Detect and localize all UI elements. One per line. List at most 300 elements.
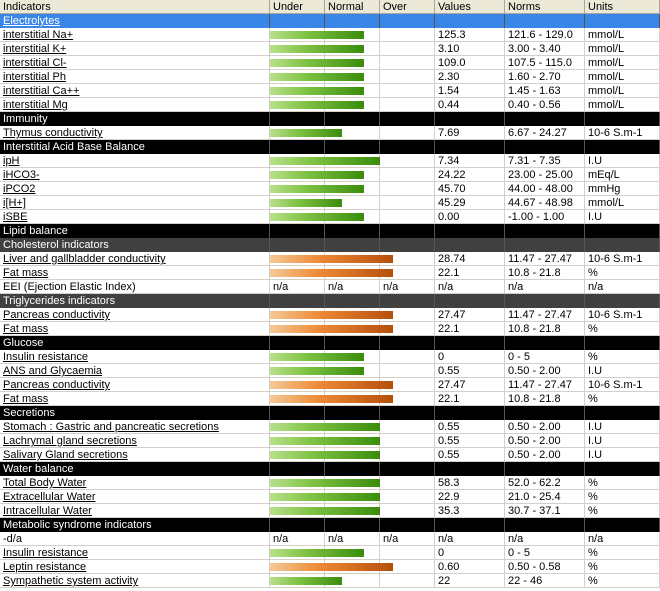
level-bar [270, 451, 380, 459]
over-cell [380, 434, 435, 448]
level-bar [270, 129, 342, 137]
section-cell [325, 336, 380, 350]
value-cell: 35.3 [435, 504, 505, 518]
level-bar [270, 437, 380, 445]
norm-cell: 11.47 - 27.47 [505, 378, 585, 392]
value-cell: 0 [435, 546, 505, 560]
section-cell [325, 14, 380, 28]
level-bar [270, 353, 364, 361]
unit-cell: I.U [585, 448, 660, 462]
section-cell [435, 406, 505, 420]
under-cell: n/a [270, 280, 325, 294]
value-cell: n/a [435, 280, 505, 294]
col-header-units[interactable]: Units [585, 0, 660, 14]
col-header-indicators[interactable]: Indicators [0, 0, 270, 14]
norm-cell: 0.50 - 2.00 [505, 364, 585, 378]
value-cell: 28.74 [435, 252, 505, 266]
section-cell [270, 406, 325, 420]
level-bar [270, 381, 393, 389]
level-bar [270, 549, 364, 557]
section-cell [380, 224, 435, 238]
section-cell [380, 406, 435, 420]
unit-cell: % [585, 504, 660, 518]
table-row[interactable] [0, 574, 660, 588]
level-bar [270, 325, 393, 333]
section-label: Cholesterol indicators [0, 238, 270, 252]
unit-cell: % [585, 392, 660, 406]
section-label: Water balance [0, 462, 270, 476]
indicator-name[interactable]: i[H+] [0, 196, 270, 210]
norm-cell: 10.8 - 21.8 [505, 266, 585, 280]
value-cell: 0.60 [435, 560, 505, 574]
table-row[interactable] [0, 504, 660, 518]
unit-cell: I.U [585, 210, 660, 224]
value-cell: 58.3 [435, 476, 505, 490]
section-cell [435, 140, 505, 154]
indicator-name[interactable]: Insulin resistance [0, 350, 270, 364]
table-row[interactable] [0, 42, 660, 56]
table-row[interactable] [0, 350, 660, 364]
indicator-name[interactable]: interstitial Cl- [0, 56, 270, 70]
over-cell [380, 196, 435, 210]
col-header-values[interactable]: Values [435, 0, 505, 14]
level-bar [270, 423, 380, 431]
unit-cell: n/a [585, 532, 660, 546]
section-cell [505, 336, 585, 350]
level-bar [270, 199, 342, 207]
normal-cell: n/a [325, 280, 380, 294]
unit-cell: I.U [585, 364, 660, 378]
unit-cell: mmol/L [585, 28, 660, 42]
value-cell: 2.30 [435, 70, 505, 84]
value-cell: 7.34 [435, 154, 505, 168]
col-header-over[interactable]: Over [380, 0, 435, 14]
table-row[interactable] [0, 434, 660, 448]
section-cell [325, 462, 380, 476]
norm-cell: 0.50 - 2.00 [505, 434, 585, 448]
indicator-name[interactable]: interstitial Ph [0, 70, 270, 84]
unit-cell: mEq/L [585, 168, 660, 182]
section-cell [325, 518, 380, 532]
section-cell [435, 294, 505, 308]
level-bar [270, 507, 380, 515]
section-row[interactable] [0, 518, 660, 532]
indicator-name[interactable]: ipH [0, 154, 270, 168]
unit-cell: 10-6 S.m-1 [585, 126, 660, 140]
table-row[interactable] [0, 28, 660, 42]
section-cell [380, 462, 435, 476]
value-cell: 0.55 [435, 420, 505, 434]
unit-cell: % [585, 560, 660, 574]
table-row[interactable] [0, 266, 660, 280]
over-cell [380, 546, 435, 560]
section-cell [585, 224, 660, 238]
section-cell [270, 14, 325, 28]
norm-cell: 1.60 - 2.70 [505, 70, 585, 84]
section-cell [585, 336, 660, 350]
unit-cell: % [585, 574, 660, 588]
norm-cell: 44.67 - 48.98 [505, 196, 585, 210]
norm-cell: 0 - 5 [505, 546, 585, 560]
table-row[interactable] [0, 182, 660, 196]
table-row[interactable] [0, 126, 660, 140]
section-cell [505, 140, 585, 154]
section-row[interactable] [0, 336, 660, 350]
indicator-name[interactable]: Pancreas conductivity [0, 378, 270, 392]
section-cell [435, 14, 505, 28]
level-bar [270, 171, 364, 179]
section-cell [435, 518, 505, 532]
indicator-name[interactable]: iPCO2 [0, 182, 270, 196]
section-cell [435, 238, 505, 252]
over-cell [380, 28, 435, 42]
value-cell: 45.29 [435, 196, 505, 210]
section-cell [325, 112, 380, 126]
unit-cell: 10-6 S.m-1 [585, 308, 660, 322]
norm-cell: 52.0 - 62.2 [505, 476, 585, 490]
norm-cell: 0.40 - 0.56 [505, 98, 585, 112]
indicator-name[interactable]: interstitial K+ [0, 42, 270, 56]
section-cell [270, 518, 325, 532]
section-cell [270, 294, 325, 308]
section-cell [435, 462, 505, 476]
over-cell [380, 56, 435, 70]
section-cell [270, 462, 325, 476]
section-cell [270, 140, 325, 154]
value-cell: 22.1 [435, 392, 505, 406]
indicator-name[interactable]: ANS and Glycaemia [0, 364, 270, 378]
norm-cell: 23.00 - 25.00 [505, 168, 585, 182]
col-header-normal[interactable]: Normal [325, 0, 380, 14]
col-header-under[interactable]: Under [270, 0, 325, 14]
value-cell: 109.0 [435, 56, 505, 70]
indicator-name[interactable]: Fat mass [0, 392, 270, 406]
over-cell [380, 84, 435, 98]
over-cell [380, 126, 435, 140]
over-cell [380, 448, 435, 462]
unit-cell: % [585, 546, 660, 560]
over-cell [380, 350, 435, 364]
section-label: Immunity [0, 112, 270, 126]
indicator-name[interactable]: Extracellular Water [0, 490, 270, 504]
level-bar [270, 493, 380, 501]
table-row[interactable] [0, 168, 660, 182]
over-cell [380, 42, 435, 56]
section-cell [380, 14, 435, 28]
section-cell [585, 140, 660, 154]
indicator-name[interactable]: iSBE [0, 210, 270, 224]
norm-cell: 10.8 - 21.8 [505, 322, 585, 336]
table-row[interactable] [0, 252, 660, 266]
section-cell [270, 112, 325, 126]
norm-cell: 107.5 - 115.0 [505, 56, 585, 70]
table-row[interactable] [0, 322, 660, 336]
over-cell [380, 364, 435, 378]
level-bar [270, 269, 393, 277]
norm-cell: 0.50 - 2.00 [505, 420, 585, 434]
level-bar [270, 479, 380, 487]
over-cell [380, 70, 435, 84]
level-bar [270, 563, 393, 571]
indicator-name[interactable]: Intracellular Water [0, 504, 270, 518]
value-cell: 3.10 [435, 42, 505, 56]
value-cell: 0.55 [435, 434, 505, 448]
norm-cell: 30.7 - 37.1 [505, 504, 585, 518]
level-bar [270, 213, 364, 221]
table-row[interactable] [0, 490, 660, 504]
section-label: Secretions [0, 406, 270, 420]
level-bar [270, 73, 364, 81]
unit-cell: % [585, 322, 660, 336]
level-bar [270, 59, 364, 67]
unit-cell: % [585, 476, 660, 490]
value-cell: 27.47 [435, 308, 505, 322]
over-cell [380, 168, 435, 182]
indicator-name[interactable]: iHCO3- [0, 168, 270, 182]
over-cell [380, 182, 435, 196]
section-label: Interstitial Acid Base Balance [0, 140, 270, 154]
indicator-name[interactable]: Fat mass [0, 322, 270, 336]
unit-cell: mmol/L [585, 84, 660, 98]
table-row[interactable] [0, 560, 660, 574]
section-row[interactable] [0, 140, 660, 154]
indicator-name[interactable]: Insulin resistance [0, 546, 270, 560]
over-cell [380, 154, 435, 168]
over-cell [380, 98, 435, 112]
section-cell [325, 140, 380, 154]
section-label: Glucose [0, 336, 270, 350]
over-cell [380, 504, 435, 518]
section-cell [505, 112, 585, 126]
value-cell: 0.55 [435, 364, 505, 378]
section-cell [505, 462, 585, 476]
grid-header [0, 0, 660, 14]
norm-cell: 44.00 - 48.00 [505, 182, 585, 196]
unit-cell: 10-6 S.m-1 [585, 378, 660, 392]
norm-cell: 11.47 - 27.47 [505, 308, 585, 322]
section-cell [325, 406, 380, 420]
table-row[interactable] [0, 154, 660, 168]
indicator-name[interactable]: interstitial Na+ [0, 28, 270, 42]
unit-cell: mmol/L [585, 70, 660, 84]
value-cell: 0 [435, 350, 505, 364]
section-cell [435, 224, 505, 238]
section-cell [380, 294, 435, 308]
section-cell [380, 336, 435, 350]
level-bar [270, 367, 364, 375]
section-cell [270, 224, 325, 238]
section-cell [505, 406, 585, 420]
value-cell: 45.70 [435, 182, 505, 196]
over-cell [380, 420, 435, 434]
indicator-name[interactable]: Leptin resistance [0, 560, 270, 574]
table-row[interactable] [0, 546, 660, 560]
section-cell [505, 294, 585, 308]
over-cell [380, 490, 435, 504]
norm-cell: -1.00 - 1.00 [505, 210, 585, 224]
over-cell: n/a [380, 280, 435, 294]
indicator-name[interactable]: Sympathetic system activity [0, 574, 270, 588]
norm-cell: 10.8 - 21.8 [505, 392, 585, 406]
over-cell: n/a [380, 532, 435, 546]
section-label: Lipid balance [0, 224, 270, 238]
indicator-name[interactable]: interstitial Mg [0, 98, 270, 112]
section-row[interactable] [0, 406, 660, 420]
unit-cell: % [585, 490, 660, 504]
table-row[interactable] [0, 448, 660, 462]
section-row[interactable] [0, 14, 660, 28]
table-row[interactable] [0, 280, 660, 294]
section-cell [585, 14, 660, 28]
level-bar [270, 311, 393, 319]
table-row[interactable] [0, 476, 660, 490]
unit-cell: mmol/L [585, 42, 660, 56]
unit-cell: mmol/L [585, 196, 660, 210]
section-label: Triglycerides indicators [0, 294, 270, 308]
indicator-name: EEI (Ejection Elastic Index) [0, 280, 270, 294]
level-bar [270, 45, 364, 53]
level-bar [270, 87, 364, 95]
section-cell [380, 238, 435, 252]
section-cell [380, 518, 435, 532]
section-row[interactable] [0, 238, 660, 252]
section-cell [435, 336, 505, 350]
indicator-name[interactable]: Salivary Gland secretions [0, 448, 270, 462]
norm-cell: 0.50 - 0.58 [505, 560, 585, 574]
level-bar [270, 577, 342, 585]
indicator-name[interactable]: Lachrymal gland secretions [0, 434, 270, 448]
unit-cell: I.U [585, 420, 660, 434]
indicator-name: -d/a [0, 532, 270, 546]
table-row[interactable] [0, 84, 660, 98]
level-bar [270, 395, 393, 403]
unit-cell: mmol/L [585, 56, 660, 70]
section-cell [325, 238, 380, 252]
value-cell: 22.1 [435, 322, 505, 336]
value-cell: 0.55 [435, 448, 505, 462]
table-row[interactable] [0, 196, 660, 210]
section-cell [435, 112, 505, 126]
over-cell [380, 574, 435, 588]
section-cell [380, 140, 435, 154]
value-cell: 24.22 [435, 168, 505, 182]
norm-cell: 22 - 46 [505, 574, 585, 588]
col-header-norms[interactable]: Norms [505, 0, 585, 14]
table-row[interactable] [0, 70, 660, 84]
value-cell: 22.9 [435, 490, 505, 504]
indicator-name[interactable]: Fat mass [0, 266, 270, 280]
unit-cell: I.U [585, 154, 660, 168]
section-row[interactable] [0, 224, 660, 238]
level-bar [270, 31, 364, 39]
table-row[interactable] [0, 210, 660, 224]
unit-cell: % [585, 266, 660, 280]
norm-cell: 0 - 5 [505, 350, 585, 364]
over-cell [380, 210, 435, 224]
section-cell [585, 294, 660, 308]
level-bar [270, 185, 364, 193]
indicator-name[interactable]: Thymus conductivity [0, 126, 270, 140]
unit-cell: mmol/L [585, 98, 660, 112]
indicator-name[interactable]: Stomach : Gastric and pancreatic secretions [0, 420, 270, 434]
norm-cell: 1.45 - 1.63 [505, 84, 585, 98]
norm-cell: 21.0 - 25.4 [505, 490, 585, 504]
section-cell [585, 406, 660, 420]
section-row[interactable] [0, 462, 660, 476]
value-cell: 7.69 [435, 126, 505, 140]
indicator-name[interactable]: interstitial Ca++ [0, 84, 270, 98]
section-cell [325, 294, 380, 308]
norm-cell: 7.31 - 7.35 [505, 154, 585, 168]
section-cell [270, 238, 325, 252]
value-cell: 22.1 [435, 266, 505, 280]
normal-cell: n/a [325, 532, 380, 546]
section-row[interactable] [0, 112, 660, 126]
section-cell [585, 462, 660, 476]
norm-cell: 6.67 - 24.27 [505, 126, 585, 140]
level-bar [270, 255, 393, 263]
indicator-name[interactable]: Pancreas conductivity [0, 308, 270, 322]
section-cell [505, 518, 585, 532]
under-cell: n/a [270, 532, 325, 546]
section-cell [585, 112, 660, 126]
section-cell [505, 14, 585, 28]
over-cell [380, 476, 435, 490]
table-row[interactable] [0, 532, 660, 546]
unit-cell: % [585, 350, 660, 364]
value-cell: n/a [435, 532, 505, 546]
section-cell [325, 224, 380, 238]
table-row[interactable] [0, 56, 660, 70]
unit-cell: n/a [585, 280, 660, 294]
section-cell [585, 518, 660, 532]
table-row[interactable] [0, 98, 660, 112]
unit-cell: 10-6 S.m-1 [585, 252, 660, 266]
section-cell [505, 224, 585, 238]
section-cell [505, 238, 585, 252]
value-cell: 1.54 [435, 84, 505, 98]
section-cell [380, 112, 435, 126]
norm-cell: 0.50 - 2.00 [505, 448, 585, 462]
table-row[interactable] [0, 392, 660, 406]
norm-cell: n/a [505, 280, 585, 294]
section-label: Electrolytes [0, 14, 270, 28]
level-bar [270, 157, 380, 165]
value-cell: 0.00 [435, 210, 505, 224]
value-cell: 27.47 [435, 378, 505, 392]
unit-cell: mmHg [585, 182, 660, 196]
norm-cell: 3.00 - 3.40 [505, 42, 585, 56]
indicator-name[interactable]: Total Body Water [0, 476, 270, 490]
norm-cell: 121.6 - 129.0 [505, 28, 585, 42]
indicator-name[interactable]: Liver and gallbladder conductivity [0, 252, 270, 266]
table-row[interactable] [0, 378, 660, 392]
value-cell: 0.44 [435, 98, 505, 112]
section-label: Metabolic syndrome indicators [0, 518, 270, 532]
value-cell: 22 [435, 574, 505, 588]
value-cell: 125.3 [435, 28, 505, 42]
unit-cell: I.U [585, 434, 660, 448]
table-row[interactable] [0, 364, 660, 378]
section-row[interactable] [0, 294, 660, 308]
section-cell [585, 238, 660, 252]
level-bar [270, 101, 364, 109]
table-row[interactable] [0, 420, 660, 434]
norm-cell: 11.47 - 27.47 [505, 252, 585, 266]
section-cell [270, 336, 325, 350]
table-row[interactable] [0, 308, 660, 322]
norm-cell: n/a [505, 532, 585, 546]
